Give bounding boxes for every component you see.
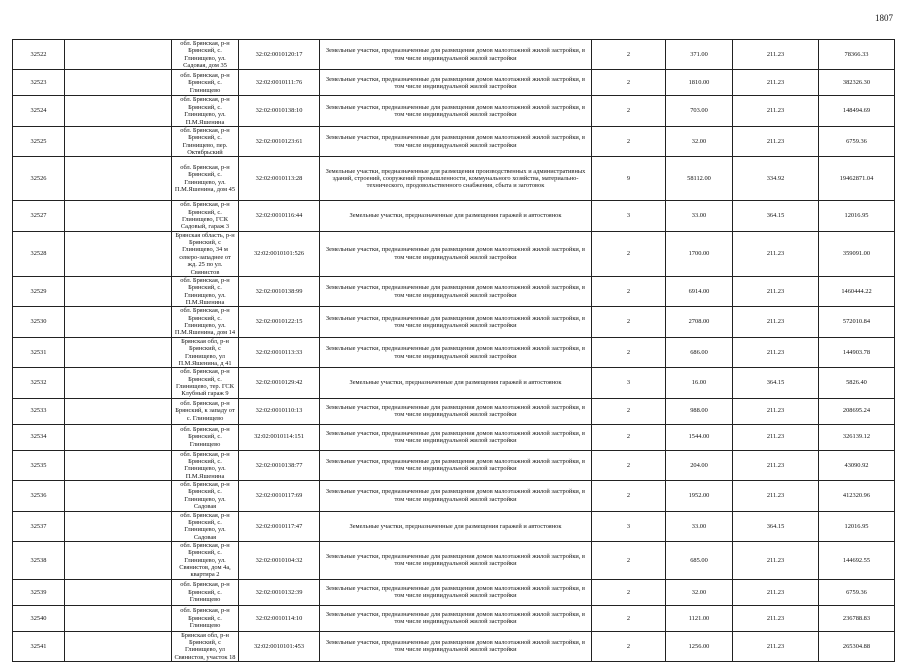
row-number-cell: 32536 [13, 481, 65, 511]
table-row [13, 126, 895, 156]
area-cell: 58112.00 [666, 157, 733, 201]
empty-cell [65, 96, 172, 126]
specific-value-cell: 211.23 [733, 40, 819, 70]
specific-value-cell: 364.15 [733, 511, 819, 541]
area-cell: 1952.00 [666, 481, 733, 511]
group-cell: 3 [592, 511, 666, 541]
land-use-cell: Земельные участки, предназначенные для размещения домов малоэтажной жилой застройки, в том числе индивидуальной жилой застройки [320, 481, 592, 511]
row-number-cell: 32534 [13, 424, 65, 450]
table-row [13, 631, 895, 661]
cadastral-number-cell: 32:02:0010114:10 [239, 605, 320, 631]
row-number-cell: 32540 [13, 605, 65, 631]
cadastral-number-cell: 32:02:0010101:453 [239, 631, 320, 661]
cadastral-value-cell: 6759.36 [819, 579, 895, 605]
table-row [13, 481, 895, 511]
land-use-cell: Земельные участки, предназначенные для размещения домов малоэтажной жилой застройки, в том числе индивидуальной жилой застройки [320, 541, 592, 579]
page-number: 1807 [875, 13, 893, 23]
area-cell: 2708.00 [666, 307, 733, 337]
cadastral-number-cell: 32:02:0010138:77 [239, 450, 320, 480]
cadastral-value-cell: 1460444.22 [819, 276, 895, 306]
address-cell: обл. Брянская, р-н Брянский, с. Глинищево [172, 605, 239, 631]
land-use-cell: Земельные участки, предназначенные для размещения домов малоэтажной жилой застройки, в том числе индивидуальной жилой застройки [320, 424, 592, 450]
specific-value-cell: 364.15 [733, 201, 819, 231]
empty-cell [65, 276, 172, 306]
area-cell: 371.00 [666, 40, 733, 70]
address-cell: обл. Брянская, р-н Брянский, с. Глинищево, ул. П.М.Яшенина [172, 96, 239, 126]
empty-cell [65, 605, 172, 631]
cadastral-number-cell: 32:02:0010113:33 [239, 337, 320, 367]
cadastral-number-cell: 32:02:0010117:47 [239, 511, 320, 541]
cadastral-number-cell: 32:02:0010101:526 [239, 231, 320, 276]
cadastral-number-cell: 32:02:0010138:99 [239, 276, 320, 306]
address-cell: обл. Брянская, р-н Брянский, к западу от с. Глинищево [172, 398, 239, 424]
specific-value-cell: 211.23 [733, 631, 819, 661]
table-row [13, 157, 895, 201]
land-use-cell: Земельные участки, предназначенные для размещения гаражей и автостоянок [320, 368, 592, 398]
area-cell: 1121.00 [666, 605, 733, 631]
table-row [13, 70, 895, 96]
cadastral-number-cell: 32:02:0010116:44 [239, 201, 320, 231]
land-use-cell: Земельные участки, предназначенные для размещения гаражей и автостоянок [320, 511, 592, 541]
table-row [13, 424, 895, 450]
land-use-cell: Земельные участки, предназначенные для размещения производственных и административных зданий, строений, сооружений промышленности, коммунального хозяйства, материально-технического, продовольственного снабжения, сбыта и заготовок [320, 157, 592, 201]
specific-value-cell: 211.23 [733, 276, 819, 306]
cadastral-value-cell: 326139.12 [819, 424, 895, 450]
group-cell: 2 [592, 481, 666, 511]
cadastral-number-cell: 32:02:0010132:39 [239, 579, 320, 605]
area-cell: 1700.00 [666, 231, 733, 276]
group-cell: 2 [592, 276, 666, 306]
group-cell: 9 [592, 157, 666, 201]
row-number-cell: 32533 [13, 398, 65, 424]
cadastral-value-cell: 265304.88 [819, 631, 895, 661]
group-cell: 2 [592, 450, 666, 480]
row-number-cell: 32539 [13, 579, 65, 605]
table-row [13, 231, 895, 276]
group-cell: 2 [592, 307, 666, 337]
row-number-cell: 32526 [13, 157, 65, 201]
empty-cell [65, 450, 172, 480]
row-number-cell: 32532 [13, 368, 65, 398]
area-cell: 686.00 [666, 337, 733, 367]
area-cell: 1256.00 [666, 631, 733, 661]
land-use-cell: Земельные участки, предназначенные для размещения домов малоэтажной жилой застройки, в том числе индивидуальной жилой застройки [320, 231, 592, 276]
group-cell: 2 [592, 96, 666, 126]
row-number-cell: 32524 [13, 96, 65, 126]
row-number-cell: 32531 [13, 337, 65, 367]
cadastral-number-cell: 32:02:0010129:42 [239, 368, 320, 398]
address-cell: обл. Брянская, р-н Брянский, с. Глинищево, ул. Садовая [172, 481, 239, 511]
specific-value-cell: 211.23 [733, 307, 819, 337]
table-row [13, 368, 895, 398]
table-body [13, 40, 895, 662]
area-cell: 33.00 [666, 511, 733, 541]
empty-cell [65, 126, 172, 156]
empty-cell [65, 424, 172, 450]
specific-value-cell: 211.23 [733, 424, 819, 450]
cadastral-number-cell: 32:02:0010117:69 [239, 481, 320, 511]
row-number-cell: 32525 [13, 126, 65, 156]
address-cell: обл. Брянская, р-н Брянский, с. Глинищево [172, 424, 239, 450]
address-cell: обл. Брянская, р-н Брянский, с. Глинищево, ул. Садовая [172, 511, 239, 541]
table-row [13, 579, 895, 605]
cadastral-value-cell: 144903.78 [819, 337, 895, 367]
group-cell: 2 [592, 579, 666, 605]
row-number-cell: 32528 [13, 231, 65, 276]
area-cell: 32.00 [666, 579, 733, 605]
cadastral-number-cell: 32:02:0010110:13 [239, 398, 320, 424]
cadastral-value-cell: 19462871.04 [819, 157, 895, 201]
empty-cell [65, 541, 172, 579]
row-number-cell: 32527 [13, 201, 65, 231]
row-number-cell: 32537 [13, 511, 65, 541]
group-cell: 2 [592, 70, 666, 96]
group-cell: 2 [592, 231, 666, 276]
land-use-cell: Земельные участки, предназначенные для размещения домов малоэтажной жилой застройки, в том числе индивидуальной жилой застройки [320, 276, 592, 306]
table-row [13, 450, 895, 480]
group-cell: 2 [592, 424, 666, 450]
cadastral-number-cell: 32:02:0010114:151 [239, 424, 320, 450]
specific-value-cell: 211.23 [733, 398, 819, 424]
specific-value-cell: 211.23 [733, 337, 819, 367]
row-number-cell: 32529 [13, 276, 65, 306]
specific-value-cell: 211.23 [733, 481, 819, 511]
area-cell: 204.00 [666, 450, 733, 480]
row-number-cell: 32522 [13, 40, 65, 70]
address-cell: Брянская обл, р-н Брянский, с Глинищево, ул П.М.Яшенина, д 41 [172, 337, 239, 367]
specific-value-cell: 211.23 [733, 231, 819, 276]
cadastral-value-cell: 43090.92 [819, 450, 895, 480]
cadastral-number-cell: 32:02:0010113:28 [239, 157, 320, 201]
table-row [13, 276, 895, 306]
cadastral-value-cell: 382326.30 [819, 70, 895, 96]
specific-value-cell: 334.92 [733, 157, 819, 201]
cadastral-value-cell: 208695.24 [819, 398, 895, 424]
group-cell: 2 [592, 541, 666, 579]
land-use-cell: Земельные участки, предназначенные для размещения домов малоэтажной жилой застройки, в том числе индивидуальной жилой застройки [320, 70, 592, 96]
cadastral-value-cell: 572010.84 [819, 307, 895, 337]
specific-value-cell: 364.15 [733, 368, 819, 398]
land-use-cell: Земельные участки, предназначенные для размещения домов малоэтажной жилой застройки, в том числе индивидуальной жилой застройки [320, 307, 592, 337]
land-use-cell: Земельные участки, предназначенные для размещения домов малоэтажной жилой застройки, в том числе индивидуальной жилой застройки [320, 579, 592, 605]
specific-value-cell: 211.23 [733, 579, 819, 605]
empty-cell [65, 157, 172, 201]
empty-cell [65, 40, 172, 70]
specific-value-cell: 211.23 [733, 126, 819, 156]
cadastral-number-cell: 32:02:0010111:76 [239, 70, 320, 96]
cadastral-number-cell: 32:02:0010104:32 [239, 541, 320, 579]
cadastral-number-cell: 32:02:0010123:61 [239, 126, 320, 156]
table-row [13, 201, 895, 231]
land-use-cell: Земельные участки, предназначенные для размещения домов малоэтажной жилой застройки, в том числе индивидуальной жилой застройки [320, 337, 592, 367]
cadastral-value-cell: 359091.00 [819, 231, 895, 276]
table-row [13, 40, 895, 70]
address-cell: обл. Брянская, р-н Брянский, с. Глинищево, ул. П.М.Яшенина [172, 276, 239, 306]
row-number-cell: 32530 [13, 307, 65, 337]
cadastral-value-cell: 144692.55 [819, 541, 895, 579]
specific-value-cell: 211.23 [733, 70, 819, 96]
area-cell: 685.00 [666, 541, 733, 579]
cadastral-number-cell: 32:02:0010138:10 [239, 96, 320, 126]
address-cell: обл. Брянская, р-н Брянский, с. Глинищево, тер. ГСК Клубный гараж 9 [172, 368, 239, 398]
cadastral-number-cell: 32:02:0010120:17 [239, 40, 320, 70]
area-cell: 1810.00 [666, 70, 733, 96]
group-cell: 2 [592, 126, 666, 156]
group-cell: 2 [592, 631, 666, 661]
cadastral-value-cell: 78366.33 [819, 40, 895, 70]
land-use-cell: Земельные участки, предназначенные для размещения домов малоэтажной жилой застройки, в том числе индивидуальной жилой застройки [320, 40, 592, 70]
cadastral-value-cell: 236788.83 [819, 605, 895, 631]
empty-cell [65, 511, 172, 541]
address-cell: обл. Брянская, р-н Брянский, с. Глинищево, ул. П.М.Яшенина, дом 45 [172, 157, 239, 201]
address-cell: обл. Брянская, р-н Брянский, с. Глинищево [172, 70, 239, 96]
empty-cell [65, 70, 172, 96]
cadastral-value-cell: 412320.96 [819, 481, 895, 511]
cadastral-value-table [12, 39, 895, 662]
empty-cell [65, 307, 172, 337]
address-cell: обл. Брянская, р-н Брянский, с. Глинищево, ул. Свянистов, дом 4а, квартира 2 [172, 541, 239, 579]
land-use-cell: Земельные участки, предназначенные для размещения гаражей и автостоянок [320, 201, 592, 231]
row-number-cell: 32523 [13, 70, 65, 96]
address-cell: Брянская обл, р-н Брянский, с Глинищево, ул Свянистов, участок 18 [172, 631, 239, 661]
land-use-cell: Земельные участки, предназначенные для размещения домов малоэтажной жилой застройки, в том числе индивидуальной жилой застройки [320, 631, 592, 661]
land-use-cell: Земельные участки, предназначенные для размещения домов малоэтажной жилой застройки, в том числе индивидуальной жилой застройки [320, 605, 592, 631]
cadastral-value-cell: 12016.95 [819, 511, 895, 541]
area-cell: 32.00 [666, 126, 733, 156]
cadastral-value-cell: 5826.40 [819, 368, 895, 398]
area-cell: 1544.00 [666, 424, 733, 450]
specific-value-cell: 211.23 [733, 541, 819, 579]
table-row [13, 307, 895, 337]
address-cell: обл. Брянская, р-н Брянский, с. Глинищево, ул. П.М.Яшенина [172, 450, 239, 480]
empty-cell [65, 579, 172, 605]
address-cell: Брянская область, р-н Брянский, с Глинищево, 34 м северо-западнее от жд. 25 по ул. Свянистов [172, 231, 239, 276]
area-cell: 703.00 [666, 96, 733, 126]
area-cell: 16.00 [666, 368, 733, 398]
group-cell: 2 [592, 40, 666, 70]
empty-cell [65, 398, 172, 424]
row-number-cell: 32538 [13, 541, 65, 579]
land-use-cell: Земельные участки, предназначенные для размещения домов малоэтажной жилой застройки, в том числе индивидуальной жилой застройки [320, 126, 592, 156]
table-row [13, 511, 895, 541]
empty-cell [65, 481, 172, 511]
address-cell: обл. Брянская, р-н Брянский, с. Глинищево, ул. Садовая, дом 35 [172, 40, 239, 70]
cadastral-value-cell: 148494.69 [819, 96, 895, 126]
cadastral-value-cell: 6759.36 [819, 126, 895, 156]
group-cell: 3 [592, 201, 666, 231]
area-cell: 988.00 [666, 398, 733, 424]
empty-cell [65, 337, 172, 367]
empty-cell [65, 368, 172, 398]
specific-value-cell: 211.23 [733, 450, 819, 480]
address-cell: обл. Брянская, р-н Брянский, с. Глинищево, пер. Октябрьский [172, 126, 239, 156]
area-cell: 33.00 [666, 201, 733, 231]
table-row [13, 398, 895, 424]
address-cell: обл. Брянская, р-н Брянский, с. Глинищево [172, 579, 239, 605]
area-cell: 6914.00 [666, 276, 733, 306]
table-row [13, 605, 895, 631]
group-cell: 2 [592, 605, 666, 631]
table-row [13, 541, 895, 579]
empty-cell [65, 201, 172, 231]
group-cell: 2 [592, 337, 666, 367]
table-row [13, 96, 895, 126]
group-cell: 3 [592, 368, 666, 398]
specific-value-cell: 211.23 [733, 605, 819, 631]
specific-value-cell: 211.23 [733, 96, 819, 126]
land-use-cell: Земельные участки, предназначенные для размещения домов малоэтажной жилой застройки, в том числе индивидуальной жилой застройки [320, 450, 592, 480]
address-cell: обл. Брянская, р-н Брянский, с. Глинищево, ул. П.М.Яшенина, дом 14 [172, 307, 239, 337]
empty-cell [65, 631, 172, 661]
row-number-cell: 32541 [13, 631, 65, 661]
address-cell: обл. Брянская, р-н Брянский, с. Глинищево, ГСК Садовый, гараж 3 [172, 201, 239, 231]
cadastral-number-cell: 32:02:0010122:15 [239, 307, 320, 337]
table-row [13, 337, 895, 367]
group-cell: 2 [592, 398, 666, 424]
row-number-cell: 32535 [13, 450, 65, 480]
cadastral-value-cell: 12016.95 [819, 201, 895, 231]
land-use-cell: Земельные участки, предназначенные для размещения домов малоэтажной жилой застройки, в том числе индивидуальной жилой застройки [320, 96, 592, 126]
land-use-cell: Земельные участки, предназначенные для размещения домов малоэтажной жилой застройки, в том числе индивидуальной жилой застройки [320, 398, 592, 424]
empty-cell [65, 231, 172, 276]
